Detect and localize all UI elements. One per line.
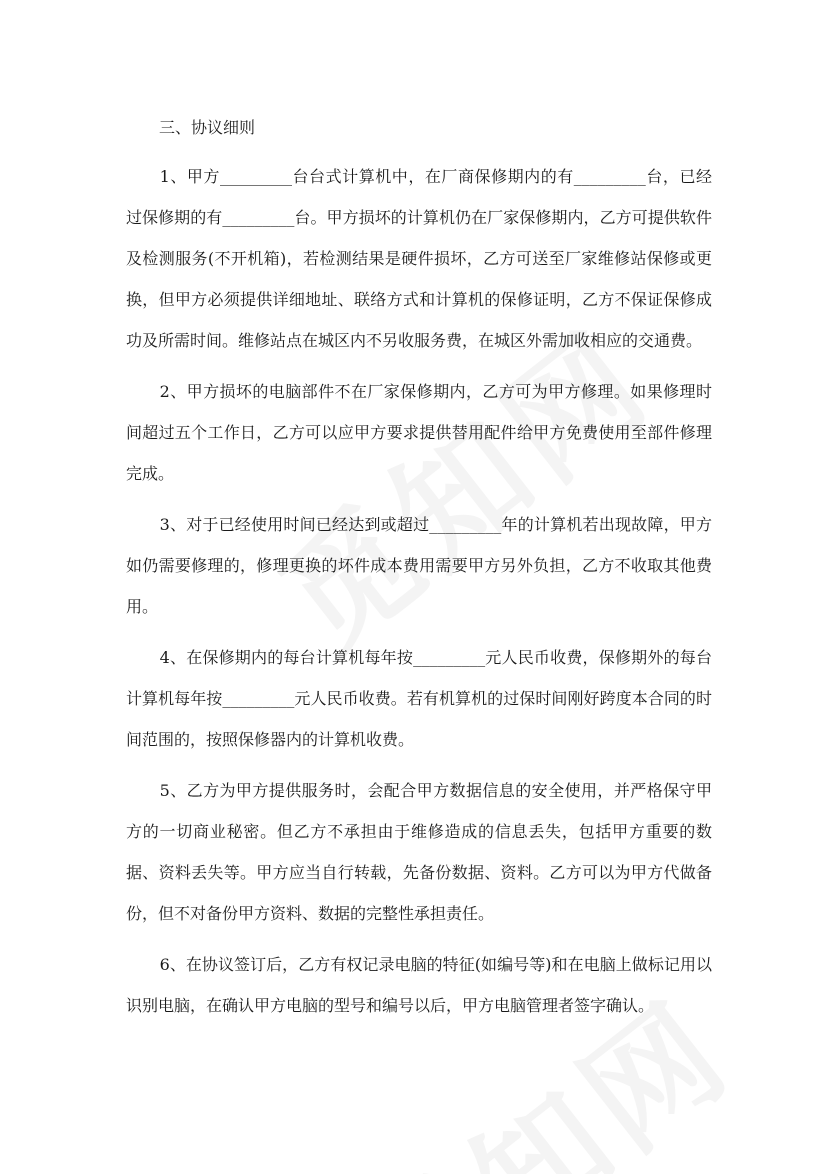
clause-paragraph-5: 5、乙方为甲方提供服务时，会配合甲方数据信息的安全使用，并严格保守甲方的一切商业秘密。但乙方不承担由于维修造成的信息丢失，包括甲方重要的数据、资料丢失等。甲方应当自行转载，先备份数据、资料。乙方可以为甲方代做备份，但不对备份甲方资料、数据的完整性承担责任。 bbox=[126, 781, 712, 923]
clause-paragraph-4: 4、在保修期内的每台计算机每年按_________元人民币收费，保修期外的每台计算机每年按_________元人民币收费。若有机算机的过保时间刚好跨度本合同的时间范围的，按照保修器内的计算机收费。 bbox=[126, 648, 712, 749]
document-body bbox=[126, 108, 712, 1036]
clause-paragraph-6: 6、在协议签订后，乙方有权记录电脑的特征(如编号等)和在电脑上做标记用以识别电脑，在确认甲方电脑的型号和编号以后，甲方电脑管理者签字确认。 bbox=[126, 955, 712, 1015]
clause-paragraph-2: 2、甲方损坏的电脑部件不在厂家保修期内，乙方可为甲方修理。如果修理时间超过五个工作日，乙方可以应甲方要求提供替用配件给甲方免费使用至部件修理完成。 bbox=[126, 382, 712, 483]
clause-paragraph-1: 1、甲方_________台台式计算机中，在厂商保修期内的有_________台，已经过保修期的有_________台。甲方损坏的计算机仍在厂家保修期内，乙方可提供软件及检测服务(不开机箱)，若检测结果是硬件损坏，乙方可送至厂家维修站保修或更换，但甲方必须提供详细地址、联络方式和计算机的保修证明，乙方不保证保修成功及所需时间。维修站点在城区内不另收服务费，在城区外需加收相应的交通费。 bbox=[126, 167, 712, 350]
clause-paragraph-3: 3、对于已经使用时间已经达到或超过_________年的计算机若出现故障，甲方如仍需要修理的，修理更换的坏件成本费用需要甲方另外负担，乙方不收取其他费用。 bbox=[126, 515, 712, 616]
section-heading: 三、协议细则 bbox=[159, 118, 256, 137]
